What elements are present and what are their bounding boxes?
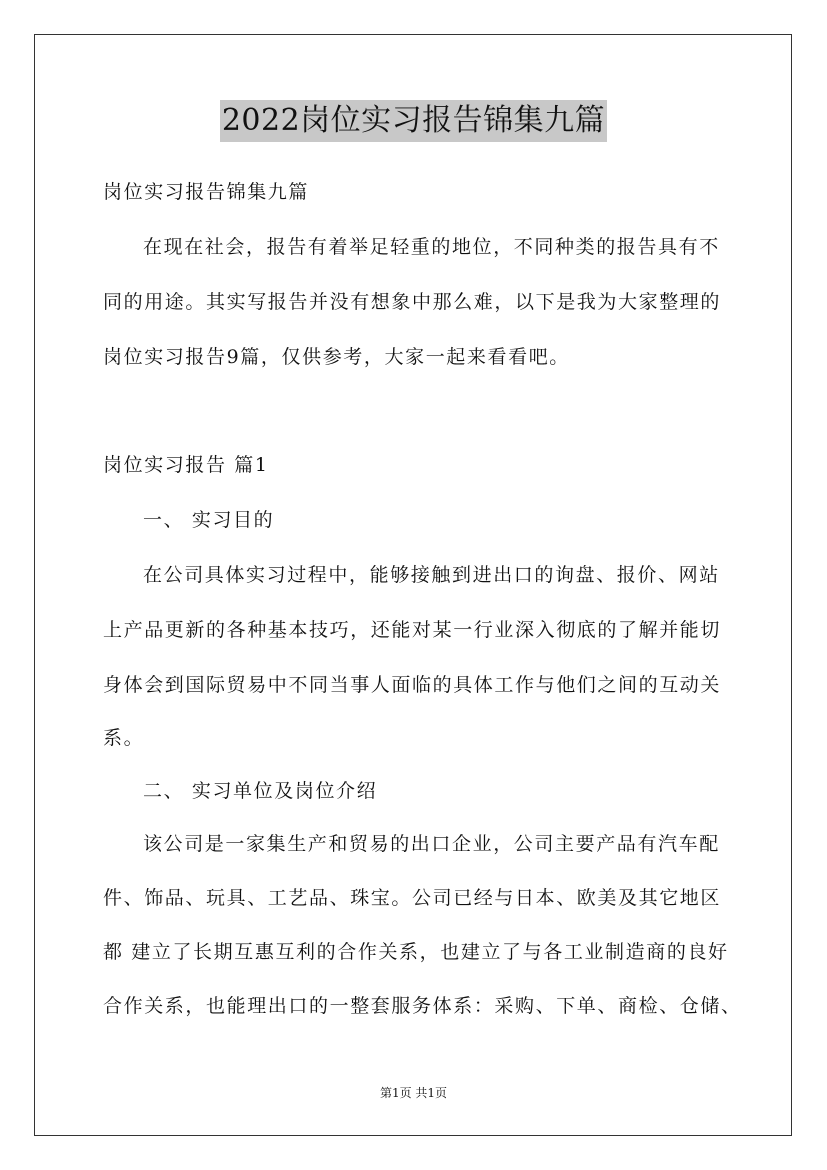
subsection-heading: 一、 实习目的 bbox=[143, 509, 275, 531]
section-heading: 岗位实习报告 篇1 bbox=[103, 454, 269, 476]
body-line: 同的用途。其实写报告并没有想象中那么难，以下是我为大家整理的 bbox=[103, 291, 722, 313]
body-line: 件、饰品、玩具、工艺品、珠宝。公司已经与日本、欧美及其它地区 bbox=[103, 887, 722, 909]
body-line: 该公司是一家集生产和贸易的出口企业，公司主要产品有汽车配 bbox=[143, 833, 720, 855]
document-title: 2022岗位实习报告锦集九篇 bbox=[220, 100, 607, 142]
body-line: 都 建立了长期互惠互利的合作关系，也建立了与各工业制造商的良好 bbox=[103, 941, 729, 963]
subtitle-line: 岗位实习报告锦集九篇 bbox=[103, 181, 310, 203]
page-footer: 第1页 共1页 bbox=[379, 1086, 448, 1100]
body-line: 岗位实习报告9篇，仅供参考，大家一起来看看吧。 bbox=[103, 346, 570, 368]
body-line: 合作关系，也能理出口的一整套服务体系：采购、下单、商检、仓储、 bbox=[103, 995, 742, 1017]
body-line: 在公司具体实习过程中，能够接触到进出口的询盘、报价、网站 bbox=[143, 564, 720, 586]
body-line: 系。 bbox=[103, 727, 145, 749]
body-line: 在现在社会，报告有着举足轻重的地位，不同种类的报告具有不 bbox=[143, 236, 720, 258]
body-line: 上产品更新的各种基本技巧，还能对某一行业深入彻底的了解并能切 bbox=[103, 619, 722, 641]
title-container bbox=[0, 100, 827, 142]
body-line: 身体会到国际贸易中不同当事人面临的具体工作与他们之间的互动关 bbox=[103, 674, 722, 696]
subsection-heading: 二、 实习单位及岗位介绍 bbox=[143, 780, 378, 802]
